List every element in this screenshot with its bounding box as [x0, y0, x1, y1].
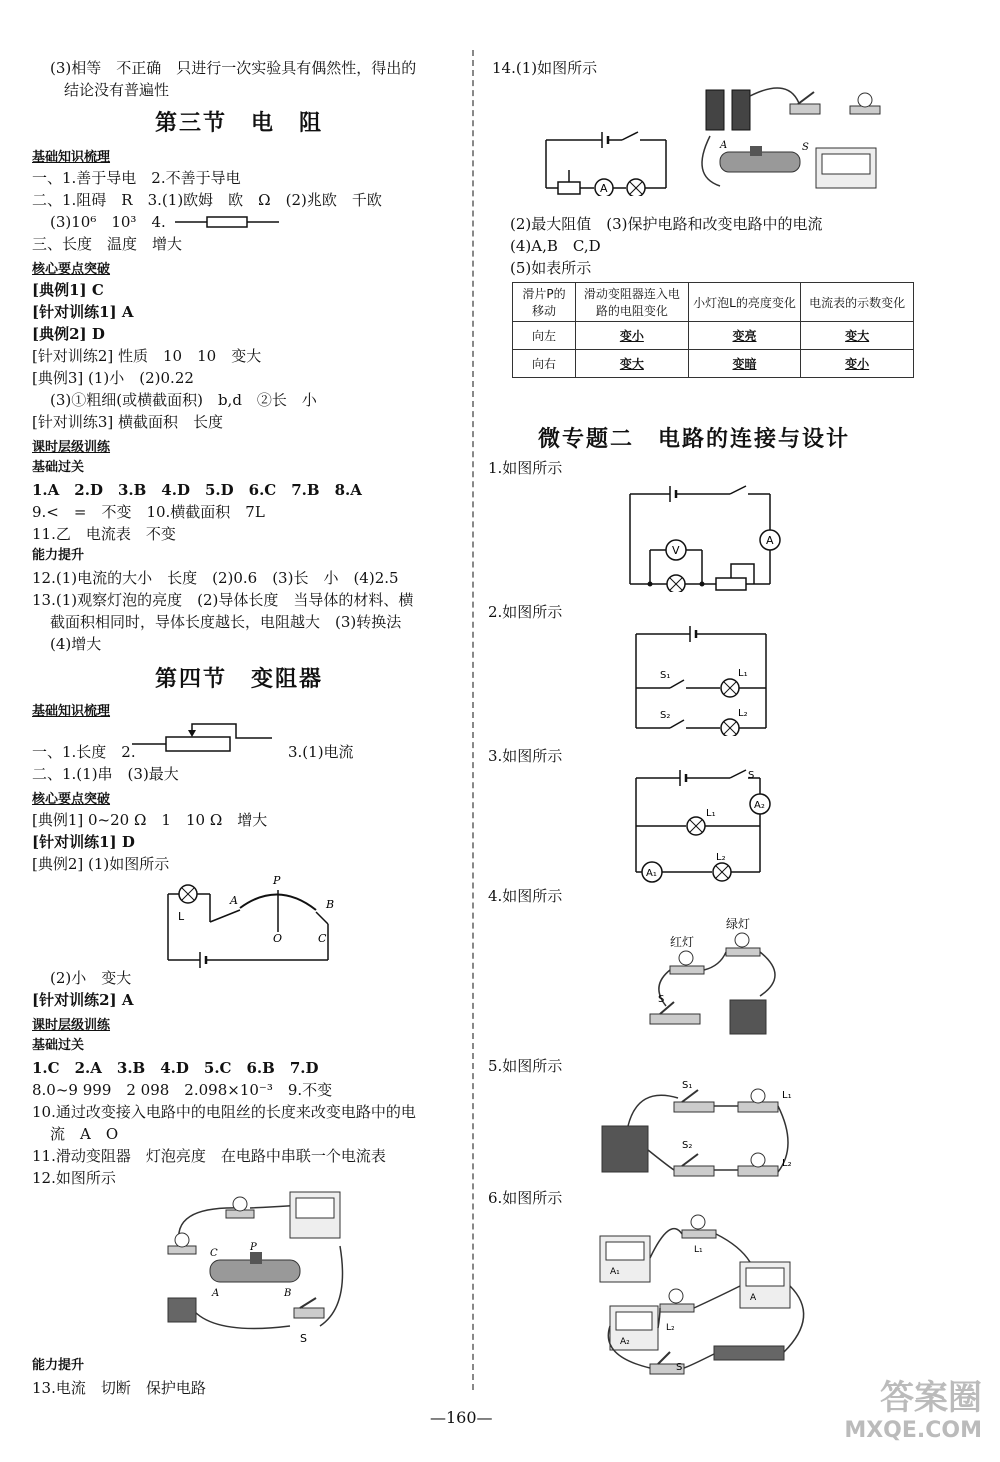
fig-label-L1: L₁ [694, 1245, 703, 1255]
column-divider [472, 50, 474, 1390]
watermark-logo: 答案圈 [880, 1378, 982, 1418]
section-title: 第三节 电 阻 [155, 111, 324, 136]
fig-label-S2: S₂ [660, 710, 671, 721]
text-line: 12.如图所示 [32, 1169, 116, 1187]
fig-label-C: C [318, 932, 327, 945]
fig-label-A1: A₁ [610, 1267, 620, 1277]
fig-label-green: 绿灯 [726, 917, 751, 931]
text-line: 1.如图所示 [488, 459, 563, 477]
fig-label-A: A [230, 894, 238, 907]
table-header-cell: 滑动变阻器连入电路的电阻变化 [576, 283, 689, 322]
fig-label-O: O [273, 932, 283, 945]
table-cell: 变暗 [688, 350, 801, 378]
text-line: 结论没有普遍性 [64, 81, 170, 99]
circuit-diagram-m1 [620, 480, 790, 592]
fig-label-L: L [178, 910, 185, 923]
fig-label-P: P [250, 1242, 257, 1253]
fig-label-V: V [672, 544, 680, 557]
table-cell: 变大 [576, 350, 689, 378]
fig-label-L2: L₂ [666, 1323, 675, 1333]
fig-label-S1: S₁ [660, 670, 671, 681]
text-line: 5.如图所示 [488, 1057, 563, 1075]
text-line: (3)①粗细(或横截面积) b,d ②长 小 [50, 391, 317, 409]
section-title: 第四节 变阻器 [155, 667, 324, 692]
text-line: [针对训练1] D [32, 833, 135, 851]
fig-label-S2: S₂ [682, 1140, 693, 1151]
label: 基础过关 [32, 460, 85, 475]
text-line: [典例2] (1)如图所示 [32, 855, 170, 873]
text-line: 三、长度 温度 增大 [32, 235, 183, 253]
text-line: 10.通过改变接入电路中的电阻丝的长度来改变电路中的电 [32, 1103, 416, 1121]
page-number: —160— [430, 1408, 493, 1427]
table-cell: 变小 [801, 350, 914, 378]
text-line: 截面积相同时，导体长度越长，电阻越大 (3)转换法 [50, 613, 402, 631]
fig-label-B: B [284, 1288, 292, 1299]
text-line: 1.C 2.A 3.B 4.D 5.C 6.B 7.D [32, 1059, 319, 1077]
table-cell: 变亮 [688, 322, 801, 350]
text-line: [针对训练1] A [32, 303, 134, 321]
watermark-url: MXQE.COM [844, 1418, 982, 1443]
section-title: 微专题二 电路的连接与设计 [538, 427, 851, 452]
circuit-diagram-m2 [630, 624, 780, 736]
table-header-row [513, 283, 914, 322]
table-cell: 变小 [576, 322, 689, 350]
fig-label-S: S [802, 142, 809, 153]
text-line: 3.(1)电流 [288, 743, 354, 761]
subheading: 课时层级训练 [32, 440, 111, 455]
text-line: [针对训练2] A [32, 991, 134, 1009]
text-line: 13.(1)观察灯泡的亮度 (2)导体长度 当导体的材料、横 [32, 591, 414, 609]
fig-label-A: A [720, 140, 728, 151]
label: 基础过关 [32, 1038, 85, 1053]
physical-circuit-m5 [598, 1076, 808, 1186]
text-line: 11.乙 电流表 不变 [32, 525, 176, 543]
text-line: 8.0~9 999 2 098 2.098×10⁻³ 9.不变 [32, 1081, 333, 1099]
fig-label-P: P [273, 874, 281, 887]
text-line: 二、1.阻碍 R 3.(1)欧姆 欧 Ω (2)兆欧 千欧 [32, 191, 382, 209]
fig-label-S: S [748, 770, 755, 781]
answer-table [512, 282, 914, 378]
text-line: (2)最大阻值 (3)保护电路和改变电路中的电流 [510, 215, 823, 233]
label: 能力提升 [32, 1358, 85, 1373]
text-line: [针对训练2] 性质 10 10 变大 [32, 347, 262, 365]
text-line: 1.A 2.D 3.B 4.D 5.D 6.C 7.B 8.A [32, 481, 362, 499]
fig-label-S1: S₁ [682, 1080, 693, 1091]
text-line: 13.电流 切断 保护电路 [32, 1379, 206, 1397]
physical-circuit-q12 [150, 1186, 360, 1346]
table-header-cell: 滑片P的移动 [513, 283, 576, 322]
fig-label-L2: L₂ [738, 708, 748, 719]
subheading: 基础知识梳理 [32, 150, 111, 165]
physical-circuit-q14 [690, 76, 890, 206]
fig-label-A: A [750, 1293, 757, 1303]
table-row [513, 350, 914, 378]
fig-label-B: B [326, 898, 335, 911]
physical-circuit-m6 [590, 1206, 830, 1386]
table-row [513, 322, 914, 350]
text-line: 12.(1)电流的大小 长度 (2)0.6 (3)长 小 (4)2.5 [32, 569, 399, 587]
fig-label-L1: L₁ [738, 668, 748, 679]
text-line: 一、1.长度 2. [32, 743, 136, 761]
table-header-cell: 电流表的示数变化 [801, 283, 914, 322]
table-cell: 变大 [801, 322, 914, 350]
fig-label-S: S [658, 994, 665, 1005]
text-line: 6.如图所示 [488, 1189, 563, 1207]
text-line: 14.(1)如图所示 [492, 59, 598, 77]
text-line: 4.如图所示 [488, 887, 563, 905]
table-cell: 向左 [513, 322, 576, 350]
text-line: (4)A,B C,D [510, 237, 601, 255]
circuit-diagram-m3 [630, 768, 790, 884]
text-line: (5)如表所示 [510, 259, 592, 277]
text-line: 二、1.(1)串 (3)最大 [32, 765, 179, 783]
text-line: (3)10⁶ 10³ 4. [50, 213, 166, 231]
fig-label-A2: A₂ [754, 800, 765, 811]
text-line: [针对训练3] 横截面积 长度 [32, 413, 224, 431]
text-line: (3)相等 不正确 只进行一次实验具有偶然性，得出的 [50, 59, 417, 77]
text-line: 一、1.善于导电 2.不善于导电 [32, 169, 241, 187]
fig-label-C: C [210, 1248, 218, 1259]
circuit-diagram-lamp-rheostat [160, 872, 350, 972]
circuit-diagram-q14 [542, 126, 672, 196]
text-line: 流 A O [50, 1125, 119, 1143]
fig-label-A: A [600, 182, 608, 195]
subheading: 课时层级训练 [32, 1018, 111, 1033]
rheostat-symbol [132, 720, 277, 756]
resistor-symbol [175, 214, 285, 230]
text-line: 3.如图所示 [488, 747, 563, 765]
table-cell: 向右 [513, 350, 576, 378]
fig-label-red: 红灯 [670, 935, 695, 949]
text-line: (4)增大 [50, 635, 102, 653]
subheading: 核心要点突破 [32, 792, 111, 807]
fig-label-L2: L₂ [782, 1158, 792, 1169]
subheading: 基础知识梳理 [32, 704, 111, 719]
text-line: 2.如图所示 [488, 603, 563, 621]
label: 能力提升 [32, 548, 85, 563]
table-header-cell: 小灯泡L的亮度变化 [688, 283, 801, 322]
text-line: [典例2] D [32, 325, 105, 343]
text-line: 9.< = 不变 10.横截面积 7L [32, 503, 265, 521]
text-line: [典例3] (1)小 (2)0.22 [32, 369, 194, 387]
physical-circuit-m4 [630, 906, 790, 1036]
text-line: (2)小 变大 [50, 969, 132, 987]
text-line: [典例1] C [32, 281, 104, 299]
fig-label-A2: A₂ [620, 1337, 630, 1347]
text-line: 11.滑动变阻器 灯泡亮度 在电路中串联一个电流表 [32, 1147, 386, 1165]
text-line: [典例1] 0~20 Ω 1 10 Ω 增大 [32, 811, 268, 829]
fig-label-A: A [766, 534, 774, 547]
fig-label-L1: L₁ [782, 1090, 792, 1101]
subheading: 核心要点突破 [32, 262, 111, 277]
fig-label-A: A [212, 1288, 220, 1299]
fig-label-S: S [676, 1362, 683, 1373]
fig-label-L1: L₁ [706, 808, 716, 819]
fig-label-S: S [300, 1332, 307, 1345]
fig-label-L2: L₂ [716, 852, 726, 863]
fig-label-A1: A₁ [646, 868, 657, 879]
